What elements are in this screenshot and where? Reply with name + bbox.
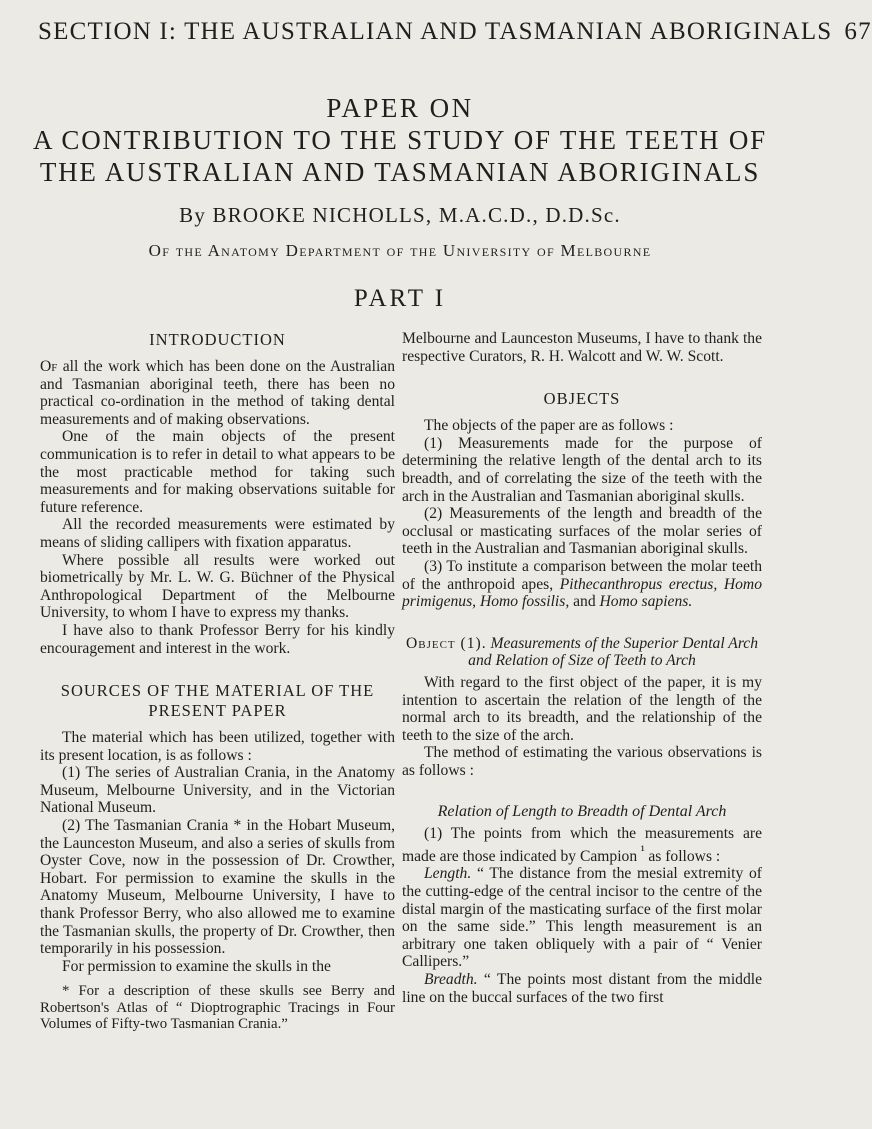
relation-paragraph-3 — [402, 971, 762, 1006]
relation-paragraph-2 — [402, 865, 762, 971]
object-1-heading — [402, 635, 762, 670]
objects-paragraph-3: (2) Measurements of the length and breadth of the occlusal or masticating surfaces of the molar series of teeth in the Australian and Tasmanian aboriginal skulls. — [402, 505, 762, 558]
paper-title-line-2: THE AUSTRALIAN AND TASMANIAN ABORIGINALS — [39, 157, 761, 187]
intro-paragraph-5: I have also to thank Professor Berry for his kindly encouragement and interest in the work. — [40, 621, 395, 657]
object-1-paragraph-1: With regard to the first object of the paper, it is my intention to ascertain the relation of the length of the normal arch to its breadth, and the relationship of the teeth to the size of the arch. — [402, 673, 762, 744]
introduction-heading: INTRODUCTION — [149, 330, 286, 349]
right-column — [402, 330, 762, 1006]
objects-p4-and: and — [569, 593, 600, 611]
intro-paragraph-1 — [40, 358, 395, 428]
sources-paragraph-1: The material which has been utilized, together with its present location, is as follows : — [40, 729, 395, 764]
objects-p4-homo-sapiens: Homo sapiens. — [599, 593, 693, 611]
sources-paragraph-2: (1) The series of Australian Crania, in the Anatomy Museum, Melbourne University, and in the Victorian National Museum. — [40, 764, 395, 817]
running-head-text: SECTION I: THE AUSTRALIAN AND TASMANIAN ABORIGINALS — [38, 18, 833, 45]
running-head — [38, 18, 872, 46]
objects-p4-species: Pithecanthropus erectus, Homo primigenus, Homo fossilis, — [402, 575, 762, 611]
objects-paragraph-4 — [402, 558, 762, 611]
intro-paragraph-1-text: all the work which has been done on the Australian and Tasmanian aboriginal teeth, there has been no practical co-ordination in the method of taking dental measurements and of making observations. — [40, 358, 395, 428]
intro-paragraph-4: Where possible all results were worked out biometrically by Mr. L. W. G. Büchner of the Physical Anthropological Department of the Melbourne University, to whom I have to express my thanks. — [40, 551, 395, 622]
paper-on-label: PAPER ON — [326, 93, 474, 123]
length-text: “ The distance from the mesial extremity of the cutting-edge of the central incisor to the centre of the distal margin of the masticating surface of the first molar on the same side.” This length measurement is an arbitrary one taken obliquely with a pair of “ Venier Callipers.” — [402, 865, 762, 971]
sources-paragraph-4: For permission to examine the skulls in the — [62, 957, 331, 975]
object-1-paragraph-2: The method of estimating the various observations is as follows : — [402, 744, 762, 779]
objects-p4-text: (3) To institute a comparison between the molar teeth of the anthropoid apes, — [402, 557, 762, 593]
paper-title-line-1: A CONTRIBUTION TO THE STUDY OF THE TEETH OF — [33, 125, 767, 155]
footnote-text: * For a description of these skulls see Berry and Robertson's Atlas of “ Dioptrographic Tracings in Four Volumes of Fifty-two Tasmanian Crania.” — [40, 983, 395, 1033]
object-1-label: Object (1). — [405, 634, 487, 652]
intro-dropcap: Of — [40, 358, 58, 375]
title-block — [0, 92, 800, 314]
object-1-title: Measurements of the Superior Dental Arch and Relation of Size of Teeth to Arch — [468, 634, 759, 670]
breadth-text: “ The points most distant from the middle line on the buccal surfaces of the two first — [402, 971, 762, 1006]
relation-p1-text: (1) The points from which the measurements are made are those indicated by Campion — [402, 825, 762, 865]
intro-paragraph-2: One of the main objects of the present communication is to refer in detail to what appears to be the most practicable method for taking such measurements and for making observations suitable for future reference. — [40, 428, 395, 516]
byline: By BROOKE NICHOLLS, M.A.C.D., D.D.Sc. — [179, 203, 621, 227]
footnote — [40, 983, 395, 1033]
affiliation: Of the Anatomy Department of the University of Melbourne — [148, 241, 652, 260]
sources-heading: SOURCES OF THE MATERIAL OF THE PRESENT PAPER — [60, 681, 375, 721]
objects-heading: OBJECTS — [543, 389, 621, 409]
breadth-label: Breadth. — [424, 971, 478, 988]
part-heading: PART I — [353, 285, 447, 312]
length-label: Length. — [424, 865, 472, 883]
objects-paragraph-1: The objects of the paper are as follows : — [424, 417, 674, 435]
relation-heading: Relation of Length to Breadth of Dental Arch — [437, 803, 727, 821]
left-column — [40, 330, 395, 1033]
objects-paragraph-2: (1) Measurements made for the purpose of determining the relative length of the dental arch to its breadth, and of correlating the size of the teeth with the arch in the Australian and Tasmanian aboriginal skulls. — [402, 434, 762, 505]
continued-paragraph: Melbourne and Launceston Museums, I have to thank the respective Curators, R. H. Walcott and W. W. Scott. — [402, 330, 762, 365]
page-number: 67 — [844, 18, 872, 45]
intro-paragraph-3: All the recorded measurements were estimated by means of sliding callipers with fixation apparatus. — [40, 516, 395, 551]
footnote-marker: ¹ — [637, 843, 649, 859]
relation-p1-tail: as follows : — [648, 847, 721, 865]
relation-paragraph-1 — [402, 825, 762, 865]
sources-paragraph-3: (2) The Tasmanian Crania * in the Hobart Museum, the Launceston Museum, and also a series of skulls from Oyster Cove, now in the possession of Dr. Crowther, Hobart. For permission to examine the skulls in the Anatomy Museum, Melbourne University, I have to thank Professor Berry, who also allowed me to examine the Tasmanian skulls, the property of Dr. Crowther, then temporarily in his possession. — [40, 817, 395, 958]
